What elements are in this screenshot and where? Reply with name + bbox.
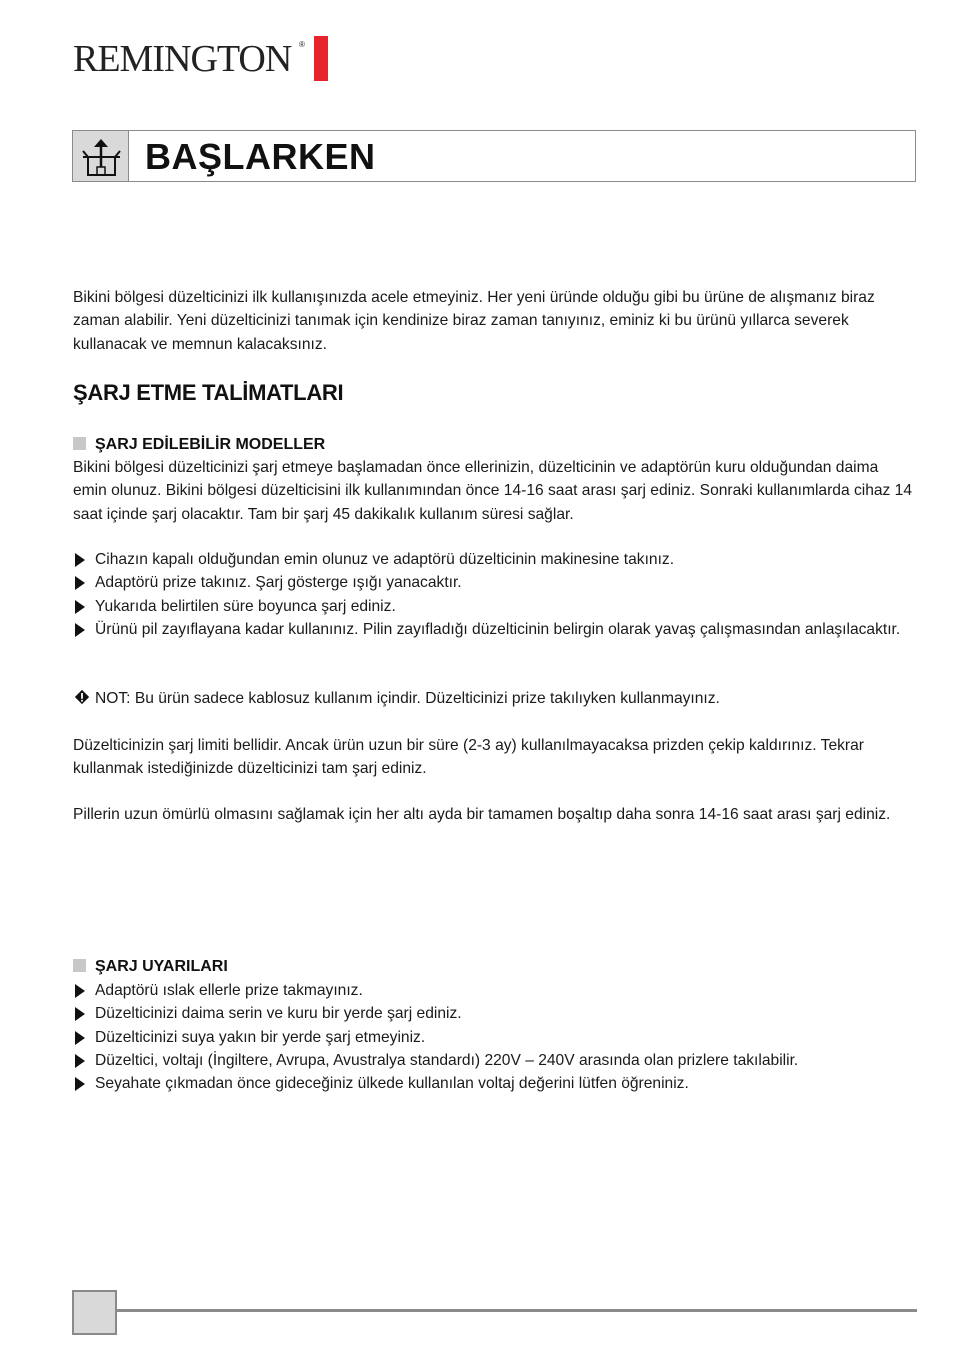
list-item: Düzelticinizi suya yakın bir yerde şarj etmeyiniz. <box>73 1026 915 1049</box>
note-text: NOT: Bu ürün sadece kablosuz kullanım içindir. Düzelticinizi prize takılıyken kullanmayınız. <box>95 690 720 707</box>
charging-steps-list <box>73 548 915 641</box>
registered-mark: ® <box>299 40 305 49</box>
subsection-warnings <box>73 956 228 978</box>
square-bullet-icon <box>73 959 86 972</box>
triangle-bullet-icon <box>75 623 85 637</box>
brand-red-bar <box>314 36 328 81</box>
triangle-bullet-icon <box>75 553 85 567</box>
page-number-box <box>72 1290 117 1335</box>
list-item: Seyahate çıkmadan önce gideceğiniz ülkede kullanılan voltaj değerini lütfen öğreniniz. <box>73 1072 915 1095</box>
box-upload-icon <box>73 131 129 181</box>
footer-rule <box>117 1309 917 1312</box>
list-item: Adaptörü ıslak ellerle prize takmayınız. <box>73 979 915 1002</box>
page-title: BAŞLARKEN <box>145 136 376 177</box>
section-title-charging: ŞARJ ETME TALİMATLARI <box>73 380 344 405</box>
triangle-bullet-icon <box>75 1054 85 1068</box>
subsection-title: ŞARJ UYARILARI <box>95 958 228 975</box>
rechargeable-paragraph: Bikini bölgesi düzelticinizi şarj etmeye başlamadan önce ellerinizin, düzelticinin ve adaptörün kuru olduğundan daima emin olunuz. Bikini bölgesi düzelticisini ilk kullanımından önce 14-16 saat arası şarj ediniz. Sonraki kullanımlarda cihaz 14 saat içinde şarj olacaktır. Tam bir şarj 45 dakikalık kullanım süresi sağlar. <box>73 459 913 523</box>
list-item: Adaptörü prize takınız. Şarj gösterge ışığı yanacaktır. <box>73 571 915 594</box>
warnings-list <box>73 979 915 1095</box>
warning-diamond-icon <box>73 689 91 705</box>
triangle-bullet-icon <box>75 600 85 614</box>
brand-wordmark: REMINGTON <box>73 38 292 80</box>
list-item: Ürünü pil zayıflayana kadar kullanınız. Pilin zayıfladığı düzelticinin belirgin olarak yavaş çalışmasından anlaşılacaktır. <box>73 618 915 641</box>
list-item: Düzelticinizi daima serin ve kuru bir yerde şarj ediniz. <box>73 1002 915 1025</box>
triangle-bullet-icon <box>75 1031 85 1045</box>
note-line <box>73 687 915 710</box>
list-item: Yukarıda belirtilen süre boyunca şarj ediniz. <box>73 595 915 618</box>
subsection-rechargeable <box>73 434 325 456</box>
list-item: Cihazın kapalı olduğundan emin olunuz ve adaptörü düzelticinin makinesine takınız. <box>73 548 915 571</box>
triangle-bullet-icon <box>75 984 85 998</box>
charge-limit-paragraph: Düzelticinizin şarj limiti bellidir. Ancak ürün uzun bir süre (2-3 ay) kullanılmayacaksa prizden çekip kaldırınız. Tekrar kullanmak istediğinizde düzelticinizi tam şarj ediniz. <box>73 737 864 778</box>
square-bullet-icon <box>73 437 86 450</box>
battery-life-paragraph: Pillerin uzun ömürlü olmasını sağlamak için her altı ayda bir tamamen boşaltıp daha sonra 14-16 saat arası şarj ediniz. <box>73 806 891 823</box>
triangle-bullet-icon <box>75 576 85 590</box>
subsection-title: ŞARJ EDİLEBİLİR MODELLER <box>95 436 326 453</box>
intro-paragraph: Bikini bölgesi düzelticinizi ilk kullanışınızda acele etmeyiniz. Her yeni üründe olduğu gibi bu ürüne de alışmanız biraz zaman alabilir. Yeni düzelticinizi tanımak için kendinize biraz zaman tanıyınız, eminiz ki bu ürünü yıllarca severek kullanacak ve memnun kalacaksınız. <box>73 289 875 353</box>
list-item: Düzeltici, voltajı (İngiltere, Avrupa, Avustralya standardı) 220V – 240V arasında olan prizlere takılabilir. <box>73 1049 915 1072</box>
triangle-bullet-icon <box>75 1077 85 1091</box>
section-header <box>72 130 916 182</box>
triangle-bullet-icon <box>75 1007 85 1021</box>
